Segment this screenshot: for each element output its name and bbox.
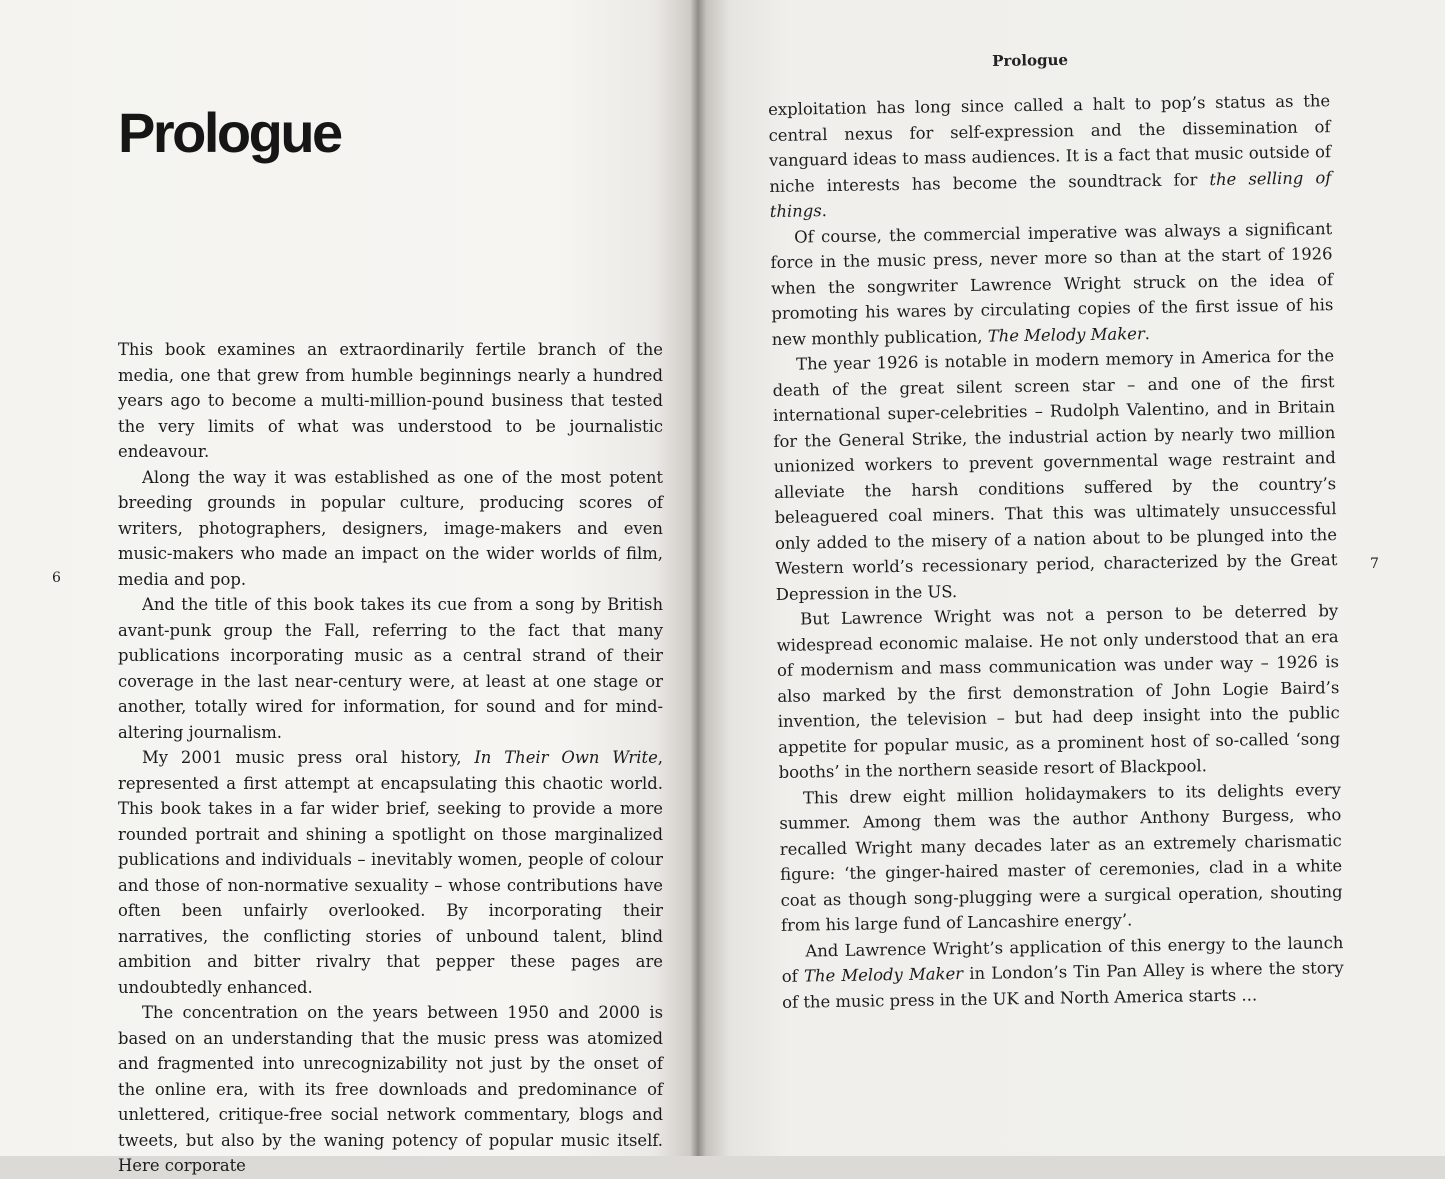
page-number: 6: [52, 570, 61, 586]
text-run: My 2001 music press oral history,: [142, 748, 475, 767]
paragraph: This book examines an extraordinarily fertile branch of the media, one that grew from humble beginnings nearly a hundred years ago to become a multi-million-pound business that tested the very limits of what was understood to be journalistic endeavour.: [118, 340, 663, 461]
chapter-title: Prologue: [118, 101, 341, 164]
paragraph: And the title of this book takes its cue from a song by British avant-punk group the Fall, referring to the fact that many publications incorporating music as a central strand of their coverage in the last near-century were, at least at one stage or another, totally wired for information, for sound and for mind-altering journalism.: [118, 595, 663, 742]
text-run: .: [1144, 323, 1151, 343]
book-gutter: [690, 0, 706, 1156]
italic-phrase: the selling of things: [769, 167, 1332, 221]
text-run: exploitation has long since called a halt to pop’s status as the central nexus for self-expression and the dissemination of vanguard ideas to mass audiences. It is a fact that music outside of niche interests has become the soundtrack for: [768, 91, 1332, 196]
paragraph: [781, 930, 1344, 1015]
paragraph: This drew eight million holidaymakers to its delights every summer. Among them was the author Anthony Burgess, who recalled Wright many decades later as an extremely charismatic figure: ‘the ginger-haired master of ceremonies, clad in a white coat as though song-plugging were a surgical operation, shouting from his large fund of Lancashire energy’.: [779, 779, 1343, 935]
page-number: 7: [1370, 556, 1379, 572]
right-body-text: [768, 88, 1344, 1015]
paragraph: [118, 745, 663, 1000]
text-run: Of course, the commercial imperative was always a significant force in the music press, never more so than at the start of 1926 when the songwriter Lawrence Wright struck on the idea of promoting his wares by circulating copies of the first issue of his new monthly publication,: [770, 218, 1334, 349]
text-run: And Lawrence Wright’s application of this energy to the launch of: [781, 932, 1344, 986]
left-page: [0, 0, 696, 1175]
paragraph: Along the way it was established as one of the most potent breeding grounds in popular culture, producing scores of writers, photographers, designers, image-makers and even music-makers who made an impact on the wider worlds of film, media and pop.: [118, 467, 663, 589]
text-run: , represented a first attempt at encapsulating this chaotic world. This book takes in a far wider brief, seeking to provide a more rounded portrait and shining a spotlight on those marginalized publications and individuals – inevitably women, people of colour and those of non-normative sexuality – whose contributions have often been unfairly overlooked. By incorporating their narratives, the conflicting stories of unbound talent, blind ambition and bitter rivalry that pepper these pages are undoubtedly enhanced.: [118, 748, 663, 997]
right-page: [700, 0, 1445, 1156]
paragraph: [770, 216, 1334, 352]
paragraph: The year 1926 is notable in modern memory in America for the death of the great silent screen star – and one of the first international super-celebrities – Rudolph Valentino, and in Britain for the General Strike, the industrial action by nearly two million unionized workers to prevent governmental wage restraint and alleviate the harsh conditions suffered by the country’s beleaguered coal miners. That this was ultimately unsuccessful only added to the misery of a nation about to be plunged into the Western world’s recessionary period, characterized by the Great Depression in the US.: [772, 346, 1338, 604]
paragraph: The concentration on the years between 1950 and 2000 is based on an understanding that the music press was atomized and fragmented into unrecognizability not just by the onset of the online era, with its free downloads and predominance of unlettered, critique-free social network commentary, blogs and tweets, but also by the waning potency of popular music itself. Here corporate: [118, 1003, 663, 1175]
running-head: Prologue: [992, 50, 1069, 70]
paragraph: [768, 88, 1332, 224]
left-body-text: [118, 337, 663, 1179]
text-run: .: [821, 201, 828, 221]
paragraph: But Lawrence Wright was not a person to be deterred by widespread economic malaise. He not only understood that an era of modernism and mass communication was under way – 1926 is also marked by the first demonstration of John Logie Baird’s invention, the television – but had deep insight into the public appetite for popular music, as a prominent host of so-called ‘song booths’ in the northern seaside resort of Blackpool.: [776, 601, 1341, 782]
text-run: in London’s Tin Pan Alley is where the story of the music press in the UK and North America starts ...: [782, 958, 1344, 1012]
book-title-italic: In Their Own Write: [474, 748, 658, 767]
publication-title-italic: The Melody Maker: [803, 964, 964, 986]
publication-title-italic: The Melody Maker: [987, 323, 1145, 346]
